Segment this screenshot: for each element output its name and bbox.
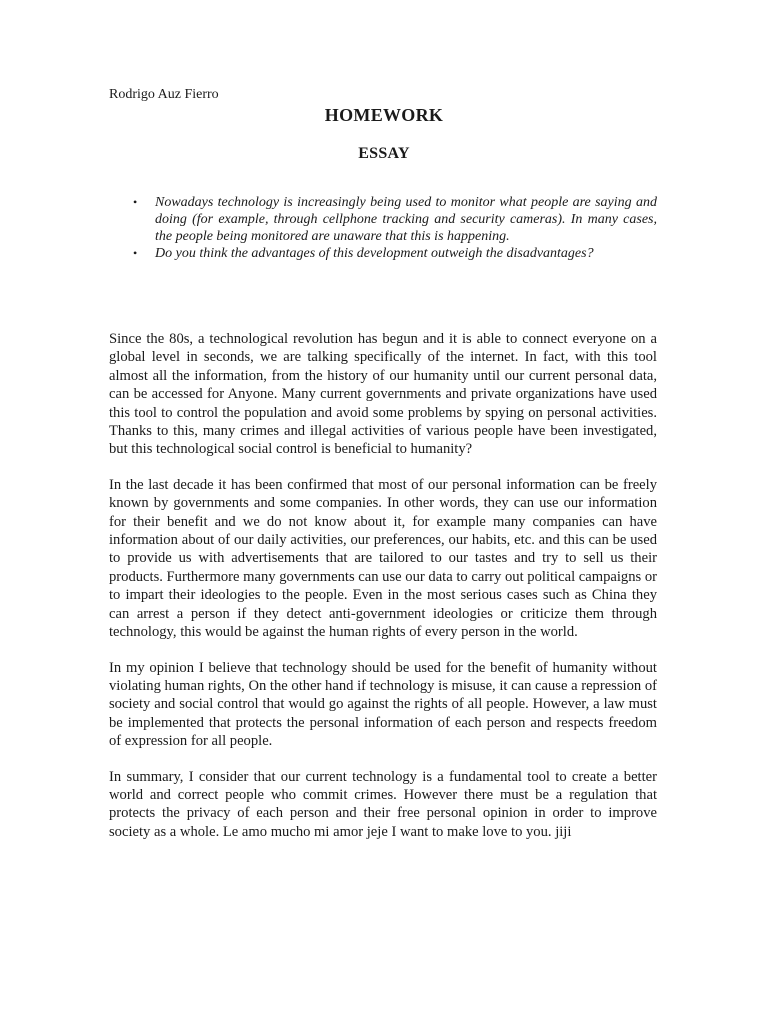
essay-paragraph-1: Since the 80s, a technological revolution has begun and it is able to connect everyone on a global level in seconds, we are talking specifically of the internet. In fact, with this tool almost all the information, from the history of our humanity until our current personal data, can be accessed for Anyone. Many current governments and private organizations have used this tool to control the population and avoid some problems by spying on personal activities. Thanks to this, many crimes and illegal activities of various people have been investigated, but this technological social control is beneficial to humanity? [109,331,657,458]
bullet-icon: • [133,195,138,209]
essay-paragraph-2: In the last decade it has been confirmed that most of our personal information can be freely known by governments and some companies. In other words, they can use our information for their benefit and we do not know about it, for example many companies can have information about of our daily activities, our preferences, our habits, etc. and this can be used to provide us with advertisements that are tailored to our tastes and try to sell us their products. Furthermore many governments can use our data to carry out political campaigns or to impart their ideologies to the people. Even in the most serious cases such as China they can arrest a person if they detect anti-government ideologies or criticize them through technology, this would be against the human rights of every person in the world. [109,476,657,641]
document-subtitle: ESSAY [358,145,410,162]
essay-prompt-list [109,194,657,262]
prompt-text: Nowadays technology is increasingly being used to monitor what people are saying and doing (for example, through cellphone tracking and security cameras). In many cases, the people being monitored are unaware that this is happening. [155,195,657,244]
prompt-item [109,245,657,262]
prompt-item [109,194,657,245]
document-title: HOMEWORK [324,105,444,125]
essay-paragraph-4: In summary, I consider that our current technology is a fundamental tool to create a better world and correct people who commit crimes. However there must be a regulation that protects the privacy of each person and their free personal opinion in order to improve society as a whole. Le amo mucho mi amor jeje I want to make love to you. jiji [109,768,657,840]
essay-paragraph-3: In my opinion I believe that technology should be used for the benefit of humanity without violating human rights, On the other hand if technology is misuse, it can cause a repression of society and social control that would go against the rights of all people. However, a law must be implemented that protects the personal information of each person and respects freedom of expression for all people. [109,659,657,750]
prompt-text: Do you think the advantages of this development outweigh the disadvantages? [155,246,594,261]
bullet-icon: • [133,246,138,260]
author-name: Rodrigo Auz Fierro [109,87,219,102]
essay-body [109,330,657,841]
